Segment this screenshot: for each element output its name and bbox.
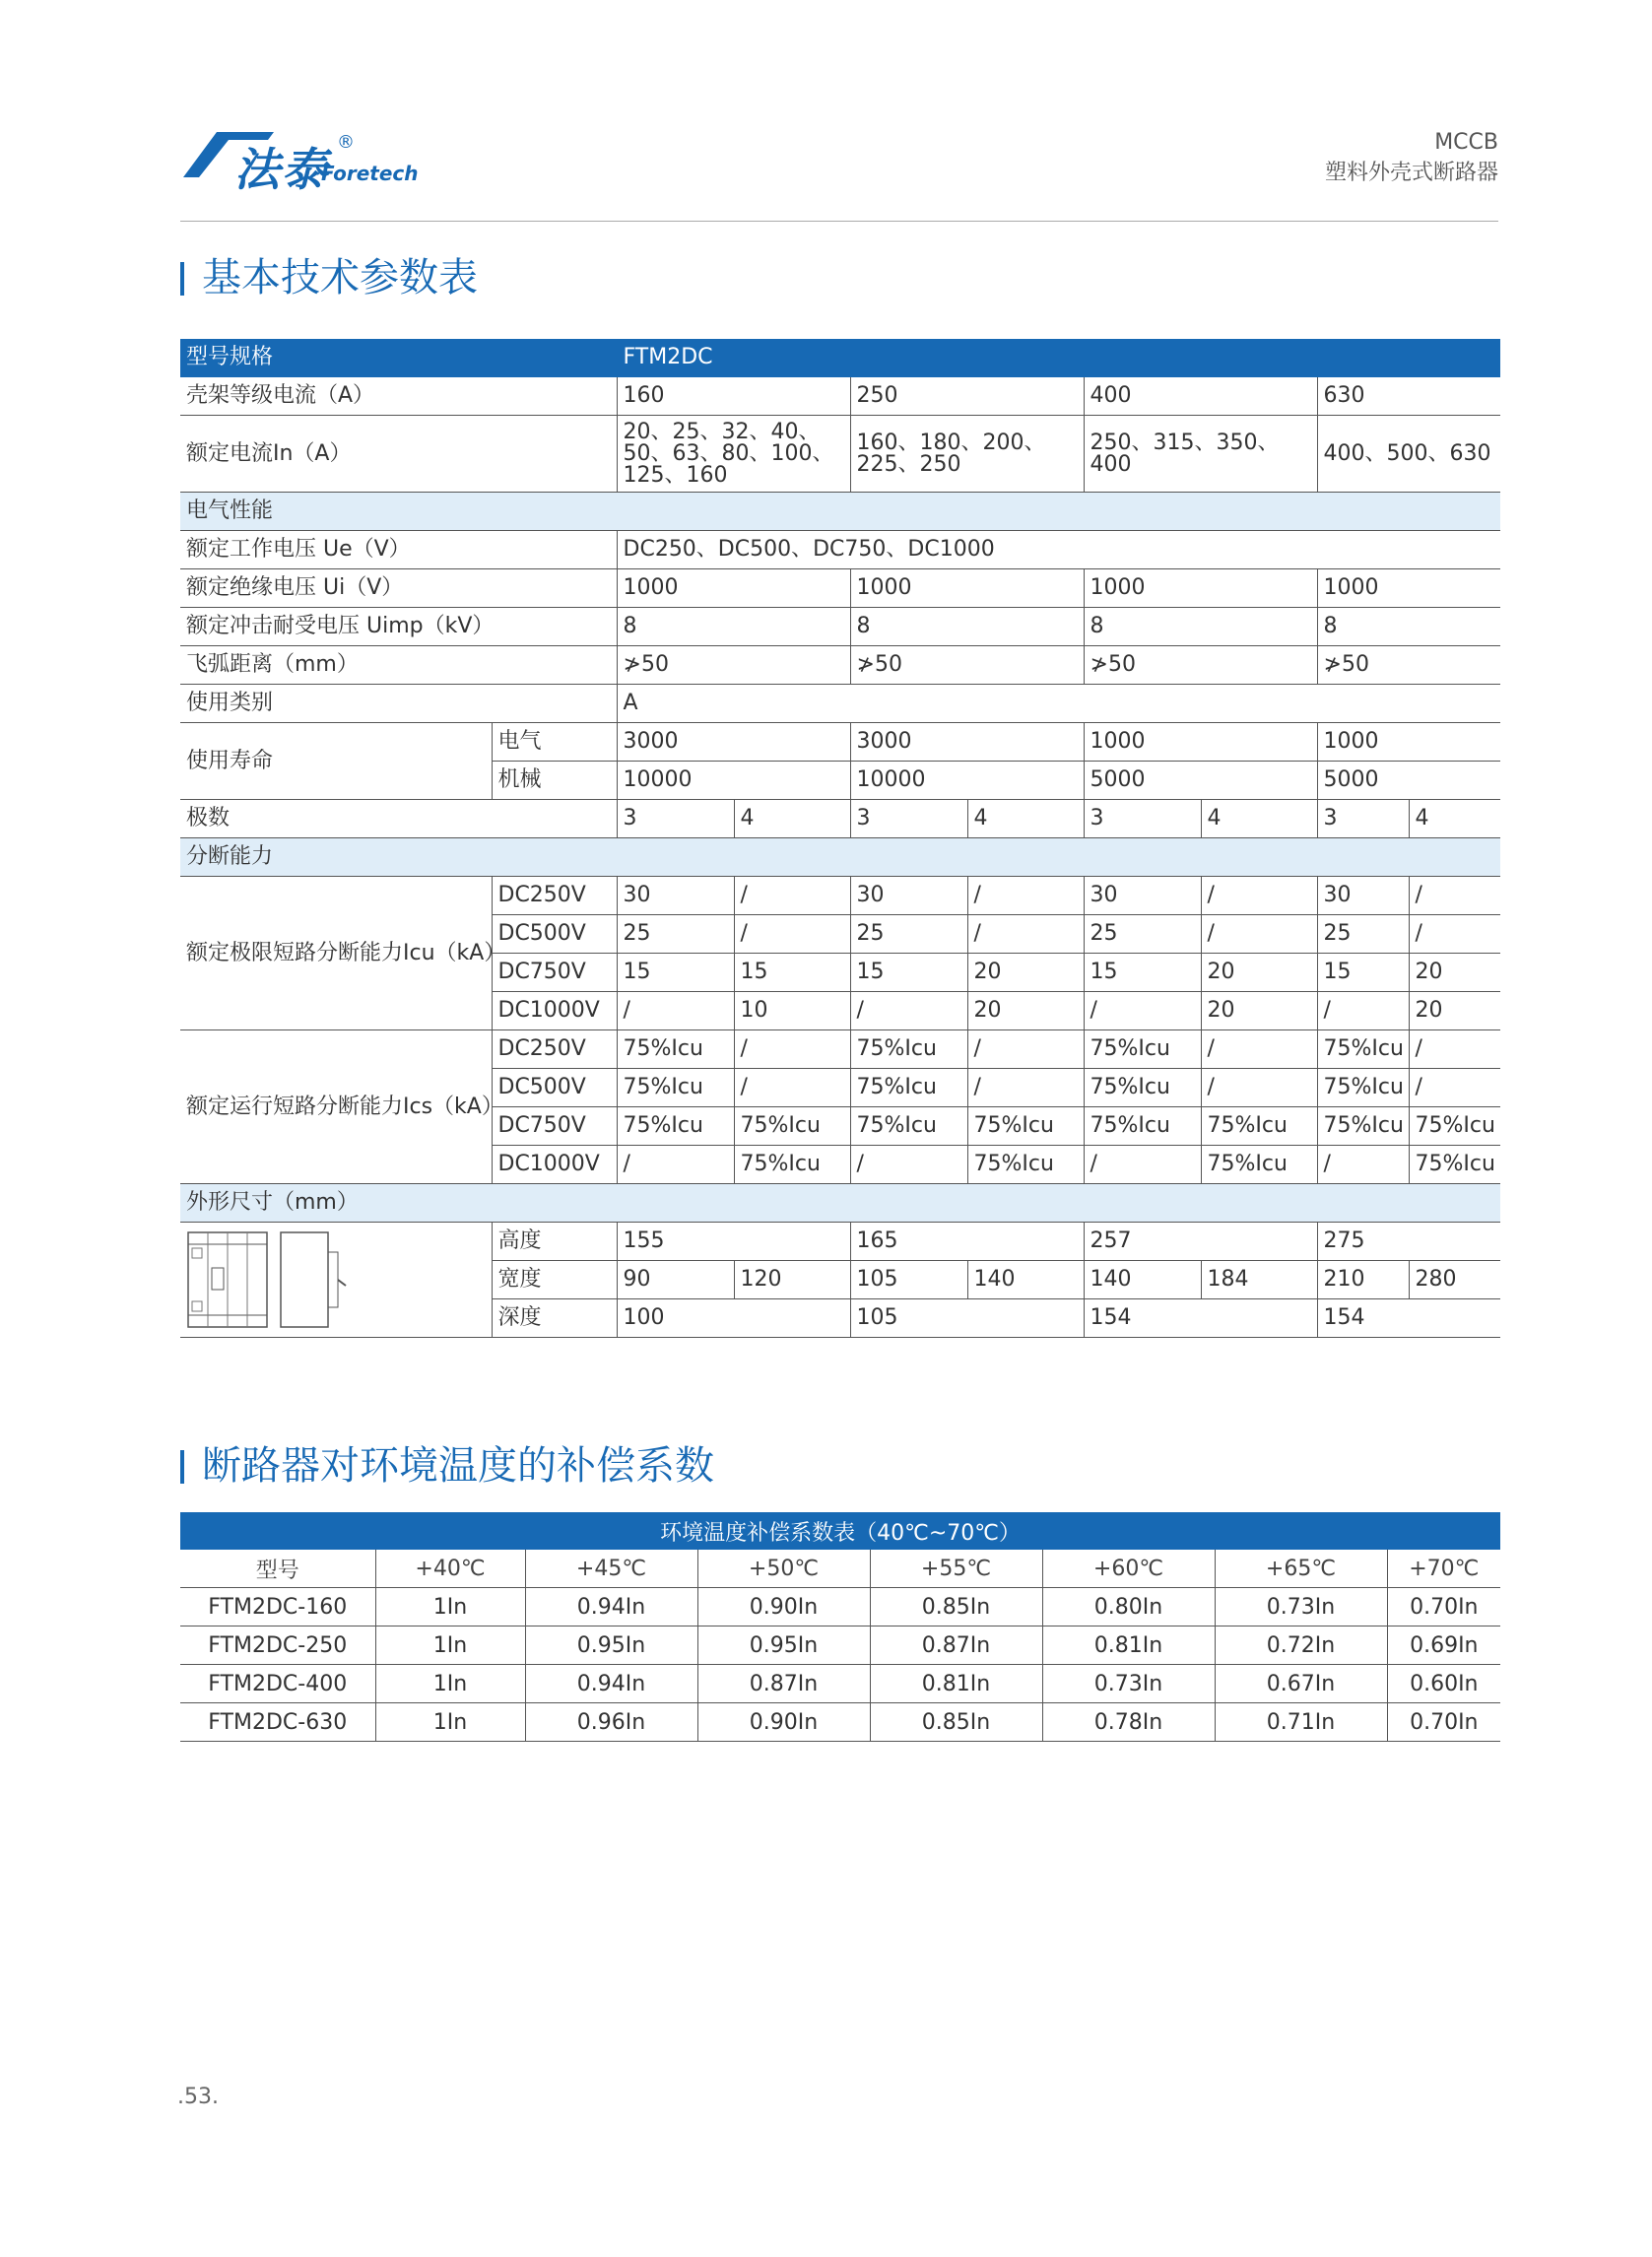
product-name: 塑料外壳式断路器 — [1324, 161, 1498, 185]
depth-cell: 154 — [1084, 1299, 1317, 1338]
table-row — [180, 377, 1500, 416]
table-row — [180, 1030, 1500, 1069]
icu-cell: / — [1317, 992, 1409, 1030]
ics-cell: 75%Icu — [967, 1146, 1084, 1184]
icu-cell: / — [617, 992, 734, 1030]
life-cell: 3000 — [850, 723, 1084, 762]
coef-cell: 0.80In — [1042, 1588, 1215, 1626]
dims-section-label: 外形尺寸（mm） — [180, 1184, 1500, 1223]
icu-cell: 20 — [1409, 992, 1500, 1030]
column-header: +45℃ — [525, 1550, 697, 1588]
rated-current-cell: 20、25、32、40、50、63、80、100、125、160 — [617, 416, 850, 493]
width-cell: 184 — [1201, 1261, 1317, 1299]
coef-cell: 0.67In — [1215, 1665, 1387, 1703]
ics-cell: 75%Icu — [1409, 1146, 1500, 1184]
model-cell: FTM2DC-400 — [180, 1665, 375, 1703]
icu-cell: / — [967, 877, 1084, 915]
table-row — [180, 646, 1500, 685]
ui-cell: 1000 — [617, 569, 850, 608]
ics-cell: 75%Icu — [1201, 1107, 1317, 1146]
table-row — [180, 493, 1500, 531]
ui-cell: 1000 — [1084, 569, 1317, 608]
poles-cell: 4 — [967, 800, 1084, 838]
icu-cell: 25 — [617, 915, 734, 954]
column-header: 型号 — [180, 1550, 375, 1588]
temp-compensation-table — [180, 1512, 1500, 1742]
uimp-cell: 8 — [1317, 608, 1500, 646]
voltage-cell: DC500V — [492, 915, 617, 954]
frame-label: 壳架等级电流（A） — [180, 377, 617, 416]
breaker-outline-drawing — [184, 1228, 352, 1331]
arc-cell: ≯50 — [617, 646, 850, 685]
ics-cell: 75%Icu — [1084, 1107, 1201, 1146]
width-label: 宽度 — [492, 1261, 617, 1299]
icu-cell: 30 — [850, 877, 967, 915]
voltage-cell: DC500V — [492, 1069, 617, 1107]
ics-cell: 75%Icu — [1317, 1030, 1409, 1069]
table-row — [180, 339, 1500, 377]
width-cell: 140 — [967, 1261, 1084, 1299]
voltage-cell: DC750V — [492, 1107, 617, 1146]
ics-cell: 75%Icu — [1084, 1030, 1201, 1069]
table-row — [180, 569, 1500, 608]
voltage-cell: DC1000V — [492, 992, 617, 1030]
poles-cell: 3 — [1084, 800, 1201, 838]
poles-cell: 4 — [1201, 800, 1317, 838]
coef-cell: 0.94In — [525, 1588, 697, 1626]
coef-cell: 0.94In — [525, 1665, 697, 1703]
brand-name-en: Foretech — [321, 162, 419, 185]
ics-cell: / — [617, 1146, 734, 1184]
coef-cell: 0.87In — [870, 1626, 1042, 1665]
table-row — [180, 1184, 1500, 1223]
rated-current-label: 额定电流In（A） — [180, 416, 617, 493]
icu-cell: 30 — [617, 877, 734, 915]
ics-cell: / — [1409, 1069, 1500, 1107]
table-row — [180, 531, 1500, 569]
table-row — [180, 685, 1500, 723]
poles-cell: 3 — [1317, 800, 1409, 838]
table-row — [180, 416, 1500, 493]
coef-cell: 0.71In — [1215, 1703, 1387, 1742]
icu-cell: / — [1409, 877, 1500, 915]
voltage-cell: DC250V — [492, 877, 617, 915]
coef-cell: 0.72In — [1215, 1626, 1387, 1665]
depth-cell: 154 — [1317, 1299, 1500, 1338]
coef-cell: 0.81In — [870, 1665, 1042, 1703]
section-title-temp-compensation: 断路器对环境温度的补偿系数 — [180, 1442, 714, 1490]
coef-cell: 1In — [375, 1665, 525, 1703]
ics-cell: / — [967, 1030, 1084, 1069]
ui-label: 额定绝缘电压 Ui（V） — [180, 569, 617, 608]
icu-cell: 20 — [1409, 954, 1500, 992]
life-cell: 1000 — [1084, 723, 1317, 762]
ics-cell: / — [734, 1069, 850, 1107]
column-header: +70℃ — [1387, 1550, 1500, 1588]
icu-cell: 25 — [1317, 915, 1409, 954]
height-cell: 155 — [617, 1223, 850, 1261]
icu-cell: / — [734, 915, 850, 954]
ics-cell: / — [967, 1069, 1084, 1107]
frame-cell: 630 — [1317, 377, 1500, 416]
coef-cell: 0.60In — [1387, 1665, 1500, 1703]
table-row — [180, 1626, 1500, 1665]
table-row — [180, 877, 1500, 915]
depth-cell: 105 — [850, 1299, 1084, 1338]
icu-cell: / — [734, 877, 850, 915]
table-row — [180, 838, 1500, 877]
height-label: 高度 — [492, 1223, 617, 1261]
width-cell: 280 — [1409, 1261, 1500, 1299]
header-divider — [180, 221, 1498, 222]
height-cell: 165 — [850, 1223, 1084, 1261]
arc-cell: ≯50 — [1084, 646, 1317, 685]
icu-cell: 30 — [1317, 877, 1409, 915]
column-header: +50℃ — [697, 1550, 870, 1588]
column-header: +65℃ — [1215, 1550, 1387, 1588]
model-cell: FTM2DC-630 — [180, 1703, 375, 1742]
icu-cell: / — [967, 915, 1084, 954]
ics-cell: 75%Icu — [1201, 1146, 1317, 1184]
uimp-cell: 8 — [617, 608, 850, 646]
table-row — [180, 1588, 1500, 1626]
icu-cell: 25 — [850, 915, 967, 954]
ics-cell: 75%Icu — [850, 1030, 967, 1069]
icu-cell: 15 — [734, 954, 850, 992]
arc-label: 飞弧距离（mm） — [180, 646, 617, 685]
poles-label: 极数 — [180, 800, 617, 838]
model-label: 型号规格 — [180, 339, 617, 377]
model-cell: FTM2DC-250 — [180, 1626, 375, 1665]
coef-cell: 0.95In — [525, 1626, 697, 1665]
ics-cell: 75%Icu — [734, 1146, 850, 1184]
product-code: MCCB — [1434, 130, 1498, 155]
arc-cell: ≯50 — [850, 646, 1084, 685]
coef-cell: 0.96In — [525, 1703, 697, 1742]
table-row — [180, 1223, 1500, 1261]
category-label: 使用类别 — [180, 685, 617, 723]
ics-cell: 75%Icu — [1084, 1069, 1201, 1107]
icu-cell: 20 — [1201, 954, 1317, 992]
column-header: +60℃ — [1042, 1550, 1215, 1588]
coef-cell: 0.73In — [1042, 1665, 1215, 1703]
icu-cell: 15 — [1084, 954, 1201, 992]
icu-cell: / — [1201, 877, 1317, 915]
model-cell: FTM2DC-160 — [180, 1588, 375, 1626]
icu-cell: 20 — [967, 954, 1084, 992]
icu-cell: 30 — [1084, 877, 1201, 915]
height-cell: 275 — [1317, 1223, 1500, 1261]
icu-cell: / — [1201, 915, 1317, 954]
life-electrical-label: 电气 — [492, 723, 617, 762]
icu-cell: / — [850, 992, 967, 1030]
coef-cell: 0.78In — [1042, 1703, 1215, 1742]
breaker-outline-cell — [180, 1223, 492, 1338]
table-row — [180, 608, 1500, 646]
icu-cell: 10 — [734, 992, 850, 1030]
uimp-cell: 8 — [850, 608, 1084, 646]
ics-cell: 75%Icu — [617, 1030, 734, 1069]
coef-cell: 0.90In — [697, 1588, 870, 1626]
width-cell: 140 — [1084, 1261, 1201, 1299]
poles-cell: 3 — [617, 800, 734, 838]
breaking-section-label: 分断能力 — [180, 838, 1500, 877]
ics-cell: / — [1201, 1030, 1317, 1069]
table-row — [180, 1665, 1500, 1703]
rated-current-cell: 160、180、200、225、250 — [850, 416, 1084, 493]
life-cell: 3000 — [617, 723, 850, 762]
table-row — [180, 800, 1500, 838]
table-row — [180, 1550, 1500, 1588]
width-cell: 120 — [734, 1261, 850, 1299]
coef-cell: 0.70In — [1387, 1588, 1500, 1626]
icu-cell: / — [1409, 915, 1500, 954]
coef-cell: 1In — [375, 1703, 525, 1742]
ics-cell: 75%Icu — [1317, 1069, 1409, 1107]
width-cell: 90 — [617, 1261, 734, 1299]
electrical-section-label: 电气性能 — [180, 493, 1500, 531]
coef-cell: 0.81In — [1042, 1626, 1215, 1665]
width-cell: 210 — [1317, 1261, 1409, 1299]
depth-cell: 100 — [617, 1299, 850, 1338]
ics-cell: / — [1084, 1146, 1201, 1184]
column-header: +40℃ — [375, 1550, 525, 1588]
table-row — [180, 1512, 1500, 1550]
ics-cell: / — [1201, 1069, 1317, 1107]
life-cell: 5000 — [1084, 762, 1317, 800]
rated-current-cell: 250、315、350、400 — [1084, 416, 1317, 493]
ics-cell: 75%Icu — [617, 1069, 734, 1107]
coef-cell: 0.90In — [697, 1703, 870, 1742]
voltage-cell: DC750V — [492, 954, 617, 992]
ics-cell: / — [850, 1146, 967, 1184]
ue-label: 额定工作电压 Ue（V） — [180, 531, 617, 569]
poles-cell: 3 — [850, 800, 967, 838]
ics-cell: 75%Icu — [617, 1107, 734, 1146]
coef-cell: 1In — [375, 1588, 525, 1626]
ics-cell: / — [734, 1030, 850, 1069]
icu-cell: 20 — [967, 992, 1084, 1030]
life-mechanical-label: 机械 — [492, 762, 617, 800]
ics-cell: / — [1409, 1030, 1500, 1069]
icu-cell: 15 — [1317, 954, 1409, 992]
frame-cell: 160 — [617, 377, 850, 416]
poles-cell: 4 — [734, 800, 850, 838]
ics-cell: / — [1317, 1146, 1409, 1184]
coef-cell: 0.85In — [870, 1588, 1042, 1626]
model-value: FTM2DC — [617, 339, 1500, 377]
ue-value: DC250、DC500、DC750、DC1000 — [617, 531, 1500, 569]
voltage-cell: DC1000V — [492, 1146, 617, 1184]
life-cell: 10000 — [850, 762, 1084, 800]
registered-mark: ® — [337, 132, 355, 153]
height-cell: 257 — [1084, 1223, 1317, 1261]
coef-cell: 0.87In — [697, 1665, 870, 1703]
coef-cell: 0.69In — [1387, 1626, 1500, 1665]
ics-cell: 75%Icu — [734, 1107, 850, 1146]
icu-cell: 25 — [1084, 915, 1201, 954]
uimp-cell: 8 — [1084, 608, 1317, 646]
ics-cell: 75%Icu — [850, 1069, 967, 1107]
voltage-cell: DC250V — [492, 1030, 617, 1069]
life-cell: 5000 — [1317, 762, 1500, 800]
column-header: +55℃ — [870, 1550, 1042, 1588]
icu-label: 额定极限短路分断能力Icu（kA） — [180, 877, 492, 1030]
coef-cell: 0.73In — [1215, 1588, 1387, 1626]
icu-cell: / — [1084, 992, 1201, 1030]
width-cell: 105 — [850, 1261, 967, 1299]
life-label: 使用寿命 — [180, 723, 492, 800]
section-title-tech-params: 基本技术参数表 — [180, 254, 478, 301]
table-title: 环境温度补偿系数表（40℃~70℃） — [180, 1512, 1500, 1550]
icu-cell: 15 — [617, 954, 734, 992]
ics-label: 额定运行短路分断能力Ics（kA） — [180, 1030, 492, 1184]
category-value: A — [617, 685, 1500, 723]
poles-cell: 4 — [1409, 800, 1500, 838]
coef-cell: 0.85In — [870, 1703, 1042, 1742]
depth-label: 深度 — [492, 1299, 617, 1338]
arc-cell: ≯50 — [1317, 646, 1500, 685]
frame-cell: 400 — [1084, 377, 1317, 416]
icu-cell: 15 — [850, 954, 967, 992]
life-cell: 10000 — [617, 762, 850, 800]
uimp-label: 额定冲击耐受电压 Uimp（kV） — [180, 608, 617, 646]
coef-cell: 0.95In — [697, 1626, 870, 1665]
ics-cell: 75%Icu — [850, 1107, 967, 1146]
frame-cell: 250 — [850, 377, 1084, 416]
life-cell: 1000 — [1317, 723, 1500, 762]
ics-cell: 75%Icu — [1317, 1107, 1409, 1146]
ui-cell: 1000 — [1317, 569, 1500, 608]
page-number: .53. — [177, 2085, 219, 2109]
table-row — [180, 1703, 1500, 1742]
coef-cell: 0.70In — [1387, 1703, 1500, 1742]
ui-cell: 1000 — [850, 569, 1084, 608]
tech-params-table — [180, 339, 1500, 1338]
brand-name-cn: 法泰 — [234, 143, 329, 196]
rated-current-cell: 400、500、630 — [1317, 416, 1500, 493]
ics-cell: 75%Icu — [1409, 1107, 1500, 1146]
icu-cell: 20 — [1201, 992, 1317, 1030]
table-row — [180, 723, 1500, 762]
ics-cell: 75%Icu — [967, 1107, 1084, 1146]
coef-cell: 1In — [375, 1626, 525, 1665]
